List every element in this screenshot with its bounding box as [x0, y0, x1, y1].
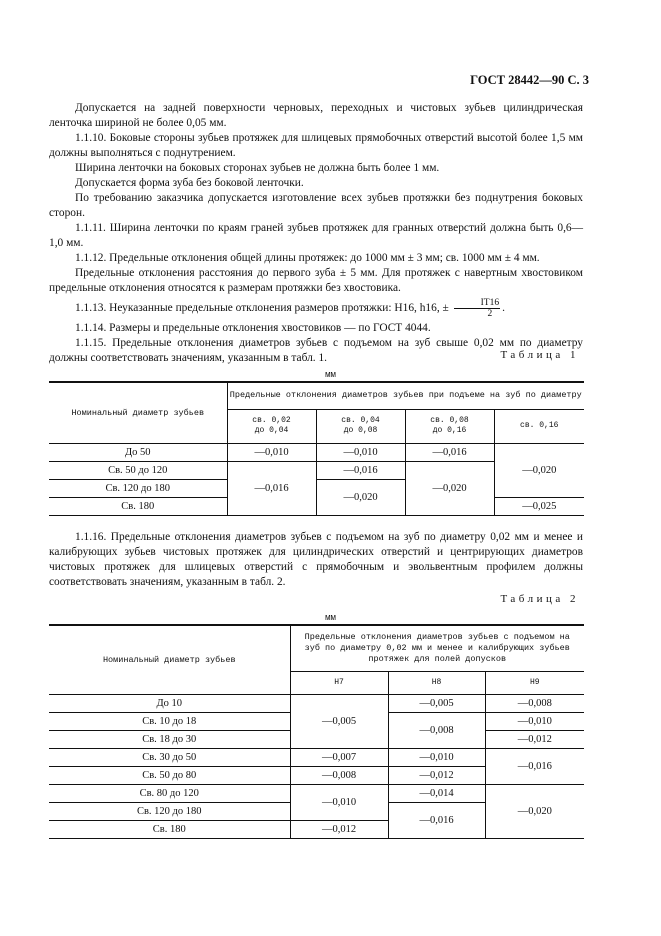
table2-row-label: Св. 10 до 18	[49, 712, 290, 730]
paragraph: По требованию заказчика допускается изготовление всех зубьев протяжки без поднутрения боковых сторон.	[49, 192, 583, 219]
paragraph-1116: 1.1.16. Предельные отклонения диаметров зубьев с подъемом на зуб по диаметру 0,02 мм и менее и калибрующих зубьев чистовых протяжек для цилиндрических отверстий и центрирующих диаметров чистовых протяжек для шлицевых отверстий с прямобочным и эвольвентным профилем должны соответствовать значениям, указанным в табл. 2.	[49, 531, 583, 588]
table1-cell: —0,010	[227, 443, 316, 461]
table2-row-label: Св. 18 до 30	[49, 730, 290, 748]
fraction-denominator: 2	[487, 309, 493, 319]
body-text-block-2	[49, 530, 583, 590]
table2-cell: —0,012	[485, 730, 584, 748]
table2-row-label: Св. 30 до 50	[49, 748, 290, 766]
table1-cell: —0,020	[316, 479, 405, 515]
fraction	[454, 298, 500, 319]
table2-cell: —0,007	[290, 748, 388, 766]
table1-row-label: До 50	[49, 443, 227, 461]
table1-col-header: св. 0,02 до 0,04	[227, 409, 316, 443]
table1-cell: —0,010	[316, 443, 405, 461]
table2-unit: мм	[325, 613, 336, 623]
table2-cell: —0,012	[388, 766, 485, 784]
paragraph-1113-text: 1.1.13. Неуказанные предельные отклонения размеров протяжки: H16, h16, ±	[75, 302, 449, 315]
table1-col-header: св. 0,04 до 0,08	[316, 409, 405, 443]
table2-cell: —0,008	[290, 766, 388, 784]
table1-cell: —0,020	[405, 461, 494, 515]
paragraph: Ширина ленточки на боковых сторонах зубьев не должна быть более 1 мм.	[75, 162, 440, 174]
table2-row-label: Св. 50 до 80	[49, 766, 290, 784]
table2-group-header: Предельные отклонения диаметров зубьев с подъемом на зуб по диаметру 0,02 мм и менее и калибрующих зубьев протяжек для полей допусков	[290, 625, 584, 671]
table2-cell: —0,010	[485, 712, 584, 730]
table2-col-header: H7	[290, 671, 388, 694]
table2-cell: —0,012	[290, 820, 388, 838]
table1-cell: —0,025	[494, 497, 584, 515]
paragraph-1113-end: .	[502, 302, 505, 315]
table2-cell: —0,016	[485, 748, 584, 784]
table2-nominal-header: Номинальный диаметр зубьев	[49, 625, 290, 694]
paragraph: 1.1.10. Боковые стороны зубьев протяжек для шлицевых прямобочных отверстий высотой более 1,5 мм должны выполняться с поднутрением.	[49, 132, 583, 159]
paragraph: Предельные отклонения расстояния до первого зуба ± 5 мм. Для протяжек с навертным хвостовиком предельные отклонения относятся к размерам протяжки без хвостовика.	[49, 267, 583, 294]
table2-row-label: До 10	[49, 694, 290, 712]
paragraph-1113	[49, 298, 583, 319]
table2-cell: —0,020	[485, 784, 584, 838]
table2-cell: —0,010	[388, 748, 485, 766]
table2-cell: —0,014	[388, 784, 485, 802]
table2-cell: —0,008	[485, 694, 584, 712]
table1-nominal-header: Номинальный диаметр зубьев	[49, 382, 227, 443]
table1-row-label: Св. 120 до 180	[49, 479, 227, 497]
table1-row-label: Св. 180	[49, 497, 227, 515]
paragraph: 1.1.12. Предельные отклонения общей длины протяжек: до 1000 мм ± 3 мм; св. 1000 мм ± 4 мм.	[75, 252, 540, 264]
table2-cell: —0,005	[290, 694, 388, 748]
table2-cell: —0,008	[388, 712, 485, 748]
table2-cell: —0,016	[388, 802, 485, 838]
table1-unit: мм	[325, 370, 336, 380]
table2-caption: Таблица 2	[500, 593, 579, 605]
paragraph: 1.1.15. Предельные отклонения диаметров зубьев с подъемом на зуб свыше 0,02 мм по диаметру должны соответствовать значениям, указанным в табл. 1.	[49, 337, 583, 364]
table2-row-label: Св. 80 до 120	[49, 784, 290, 802]
table1-col-header: св. 0,16	[494, 409, 584, 443]
table1-cell: —0,016	[227, 461, 316, 515]
table2-cell: —0,005	[388, 694, 485, 712]
table2-row-label: Св. 180	[49, 820, 290, 838]
table1-caption: Таблица 1	[500, 349, 579, 361]
table1-col-header: св. 0,08 до 0,16	[405, 409, 494, 443]
fraction-numerator: IT16	[454, 298, 500, 309]
table2-row-label: Св. 120 до 180	[49, 802, 290, 820]
table2-cell: —0,010	[290, 784, 388, 820]
table2-col-header: H9	[485, 671, 584, 694]
page-header: ГОСТ 28442—90 С. 3	[470, 73, 589, 87]
table1-row-label: Св. 50 до 120	[49, 461, 227, 479]
table-1	[49, 381, 584, 516]
body-text-block-1	[49, 101, 583, 366]
paragraph: 1.1.14. Размеры и предельные отклонения хвостовиков — по ГОСТ 4044.	[75, 322, 431, 334]
table2-col-header: H8	[388, 671, 485, 694]
paragraph: Допускается на задней поверхности черновых, переходных и чистовых зубьев цилиндрическая ленточка шириной не более 0,05 мм.	[49, 102, 583, 129]
table1-cell: —0,016	[405, 443, 494, 461]
table-2	[49, 624, 584, 839]
table1-cell: —0,020	[494, 443, 584, 497]
table1-group-header: Предельные отклонения диаметров зубьев при подъеме на зуб по диаметру	[227, 382, 584, 409]
table1-cell: —0,016	[316, 461, 405, 479]
paragraph: Допускается форма зуба без боковой ленточки.	[75, 177, 304, 189]
paragraph: 1.1.11. Ширина ленточки по краям граней зубьев протяжек для гранных отверстий должна быть 0,6—1,0 мм.	[49, 222, 583, 249]
